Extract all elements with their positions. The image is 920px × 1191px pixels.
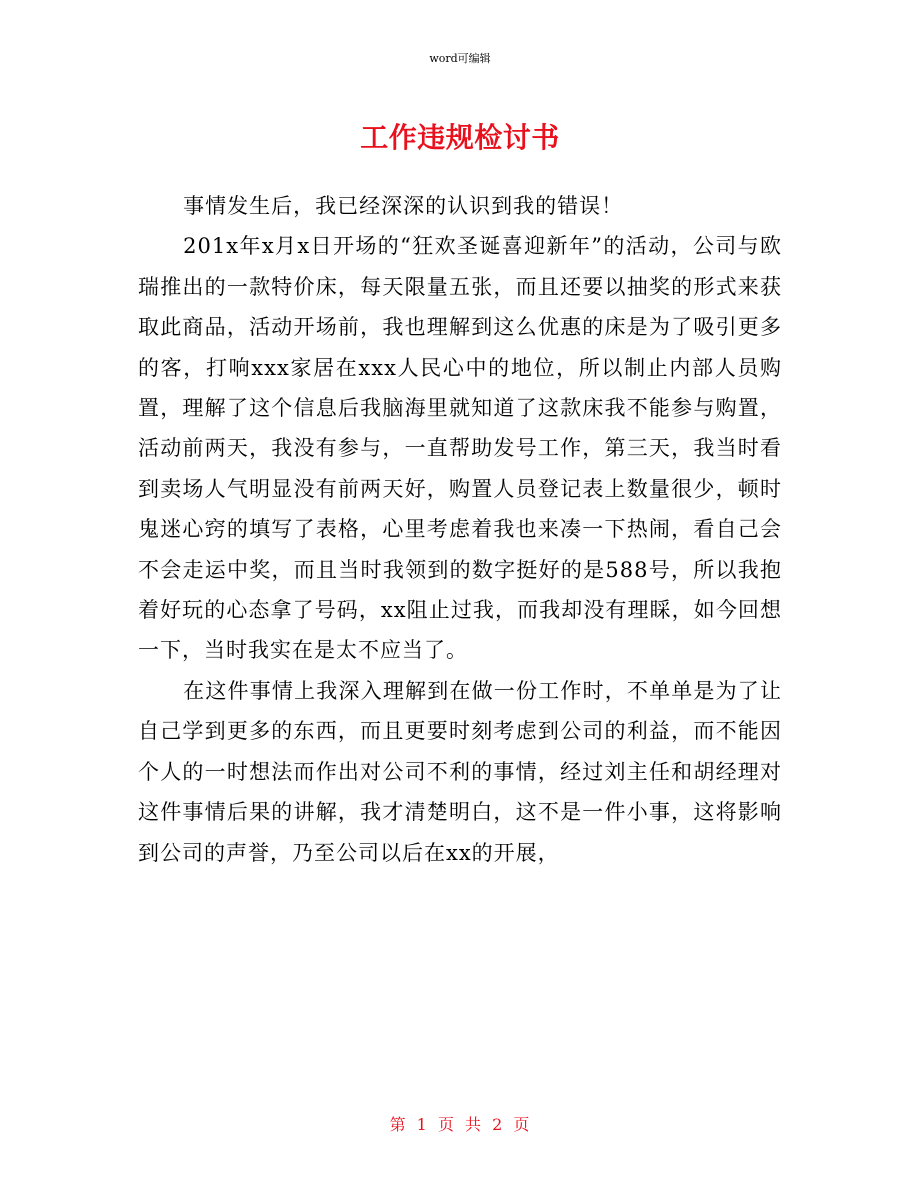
paragraph-2: 201x年x月x日开场的“狂欢圣诞喜迎新年”的活动，公司与欧瑞推出的一款特价床，每天限量五张，而且还要以抽奖的形式来获取此商品，活动开场前，我也理解到这么优惠的床是为了吸引更多的客，打响xxx家居在xxx人民心中的地位，所以制止内部人员购置，理解了这个信息后我脑海里就知道了这款床我不能参与购置，活动前两天，我没有参与，一直帮助发号工作，第三天，我当时看到卖场人气明显没有前两天好，购置人员登记表上数量很少，顿时鬼迷心窍的填写了表格，心里考虑着我也来凑一下热闹，看自己会不会走运中奖，而且当时我领到的数字挺好的是588号，所以我抱着好玩的心态拿了号码，xx阻止过我，而我却没有理睬，如今回想一下，当时我实在是太不应当了。 [138, 234, 782, 663]
page-number-footer: 第 1 页 共 2 页 [389, 1115, 531, 1134]
document-title: 工作违规检讨书 [360, 121, 560, 154]
document-body [138, 186, 782, 873]
page-header: word可编辑 [429, 52, 491, 65]
paragraph-1: 事情发生后，我已经深深的认识到我的错误！ [183, 194, 624, 218]
paragraph-3: 在这件事情上我深入理解到在做一份工作时，不单单是为了让自己学到更多的东西，而且更要时刻考虑到公司的利益，而不能因个人的一时想法而作出对公司不利的事情，经过刘主任和胡经理对这件事情后果的讲解，我才清楚明白，这不是一件小事，这将影响到公司的声誉，乃至公司以后在xx的开展， [138, 678, 782, 865]
